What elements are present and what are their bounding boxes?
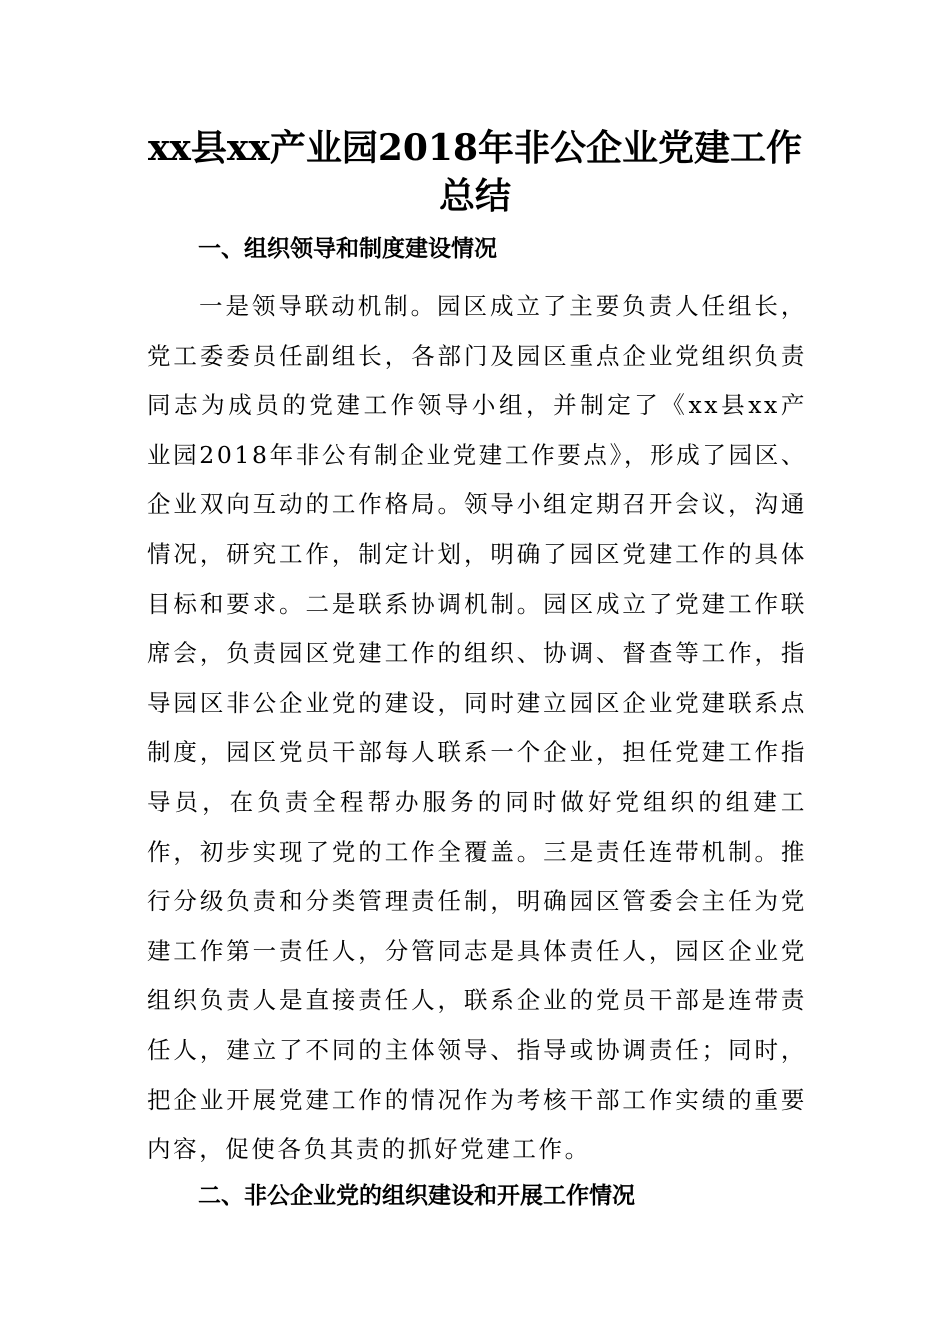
section-heading-2: 二、非公企业党的组织建设和开展工作情况: [198, 1183, 635, 1209]
section-paragraph-1: 一是领导联动机制。园区成立了主要负责人任组长，党工委委员任副组长，各部门及园区重点企业党组织负责同志为成员的党建工作领导小组，并制定了《xx县xx产业园2018年非公有制企业党建工作要点》，形成了园区、企业双向互动的工作格局。领导小组定期召开会议，沟通情况，研究工作，制定计划，明确了园区党建工作的具体目标和要求。二是联系协调机制。园区成立了党建工作联席会，负责园区党建工作的组织、协调、督查等工作，指导园区非公企业党的建设，同时建立园区企业党建联系点制度，园区党员干部每人联系一个企业，担任党建工作指导员，在负责全程帮办服务的同时做好党组织的组建工作，初步实现了党的工作全覆盖。三是责任连带机制。推行分级负责和分类管理责任制，明确园区管委会主任为党建工作第一责任人，分管同志是具体责任人，园区企业党组织负责人是直接责任人，联系企业的党员干部是连带责任人，建立了不同的主体领导、指导或协调责任；同时，把企业开展党建工作的情况作为考核干部工作实绩的重要内容，促使各负其责的抓好党建工作。: [147, 292, 807, 1164]
document-title: xx县xx产业园2018年非公企业党建工作总结: [147, 127, 803, 217]
section-heading-1: 一、组织领导和制度建设情况: [198, 236, 497, 262]
